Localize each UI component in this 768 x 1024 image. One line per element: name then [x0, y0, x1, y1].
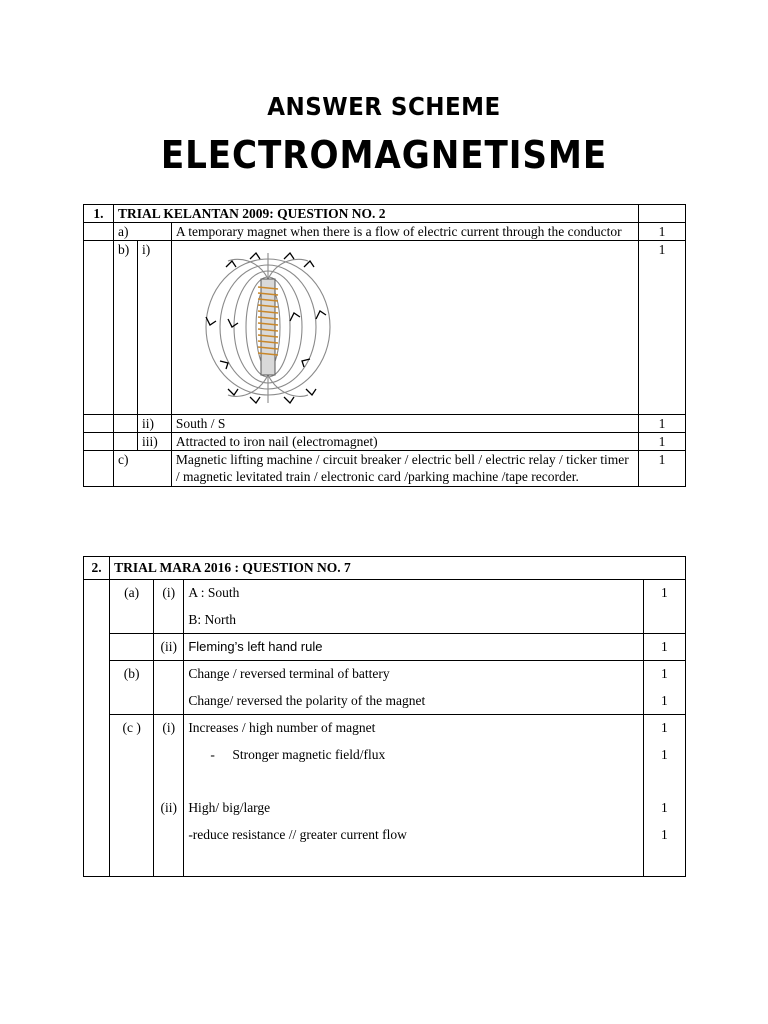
subpart-label: ii)	[137, 415, 171, 433]
answer-line: Change / reversed terminal of battery	[188, 666, 390, 681]
table-row	[84, 205, 686, 223]
subpart-label: (i)	[162, 720, 176, 735]
mark: 1	[661, 720, 668, 735]
page-title: ANSWER SCHEME	[267, 92, 501, 121]
mark-cell	[643, 661, 685, 715]
mark-cell	[643, 715, 685, 877]
table-row	[84, 580, 686, 634]
answer-line: A : South	[188, 585, 240, 600]
answer-subline: Stronger magnetic field/flux	[232, 747, 386, 762]
blank-cell	[84, 415, 114, 433]
question-heading: TRIAL KELANTAN 2009: QUESTION NO. 2	[113, 205, 638, 223]
blank-cell	[110, 634, 154, 661]
solenoid-magnetic-field-diagram	[198, 249, 338, 409]
part-label: (c )	[110, 715, 154, 877]
question-number: 2.	[84, 557, 110, 580]
table-row	[84, 634, 686, 661]
mark: 1	[639, 451, 686, 487]
blank-cell	[84, 241, 114, 415]
blank-cell	[113, 415, 137, 433]
answer-text: South / S	[171, 415, 638, 433]
question-1-table	[83, 204, 686, 487]
part-label: (b)	[110, 661, 154, 715]
answer-line: -reduce resistance // greater current flow	[188, 827, 407, 842]
mark: 1	[639, 415, 686, 433]
page-subtitle: ELECTROMAGNETISME	[160, 133, 608, 177]
table-row	[84, 433, 686, 451]
subpart-label: iii)	[137, 433, 171, 451]
blank-cell	[84, 433, 114, 451]
table-row	[84, 451, 686, 487]
answer-line: B: North	[188, 612, 236, 627]
mark: 1	[661, 747, 668, 762]
answer-text	[184, 661, 644, 715]
part-label: b)	[113, 241, 137, 415]
question-2-table	[83, 556, 686, 877]
answer-line: Change/ reversed the polarity of the magnet	[188, 693, 426, 708]
mark: 1	[643, 580, 685, 634]
answer-line: Increases / high number of magnet	[188, 720, 376, 735]
table-row	[84, 241, 686, 415]
subpart-label: (i)	[154, 580, 184, 634]
answer-text	[184, 715, 644, 877]
part-label: a)	[113, 223, 171, 241]
diagram-cell	[171, 241, 638, 415]
mark: 1	[643, 634, 685, 661]
answer-text	[184, 580, 644, 634]
question-number: 1.	[84, 205, 114, 223]
subpart-label: (ii)	[160, 800, 178, 815]
dash-bullet: -	[210, 747, 215, 762]
blank-cell	[84, 580, 110, 877]
blank-cell	[84, 451, 114, 487]
answer-line	[188, 746, 639, 764]
subpart-label-cell	[154, 715, 184, 877]
subpart-label: (ii)	[154, 634, 184, 661]
mark: 1	[661, 800, 668, 815]
table-row	[84, 661, 686, 715]
table-row	[84, 715, 686, 877]
mark: 1	[661, 693, 668, 708]
mark: 1	[661, 827, 668, 842]
mark: 1	[639, 223, 686, 241]
answer-text: Magnetic lifting machine / circuit breaker / electric bell / electric relay / ticker timer / magnetic levitated train / electronic card /parking machine /tape recorder.	[171, 451, 638, 487]
table-row	[84, 223, 686, 241]
answer-text: A temporary magnet when there is a flow of electric current through the conductor	[171, 223, 638, 241]
mark-cell	[639, 205, 686, 223]
blank-cell	[84, 223, 114, 241]
table-row	[84, 557, 686, 580]
blank-cell	[154, 661, 184, 715]
question-heading: TRIAL MARA 2016 : QUESTION NO. 7	[110, 557, 686, 580]
mark: 1	[661, 666, 668, 681]
table-row	[84, 415, 686, 433]
blank-cell	[113, 433, 137, 451]
answer-line: High/ big/large	[188, 800, 271, 815]
answer-text: Attracted to iron nail (electromagnet)	[171, 433, 638, 451]
answer-text: Fleming’s left hand rule	[184, 634, 644, 661]
subpart-label: i)	[137, 241, 171, 415]
part-label: (a)	[110, 580, 154, 634]
part-label: c)	[113, 451, 171, 487]
mark: 1	[639, 241, 686, 415]
mark: 1	[639, 433, 686, 451]
